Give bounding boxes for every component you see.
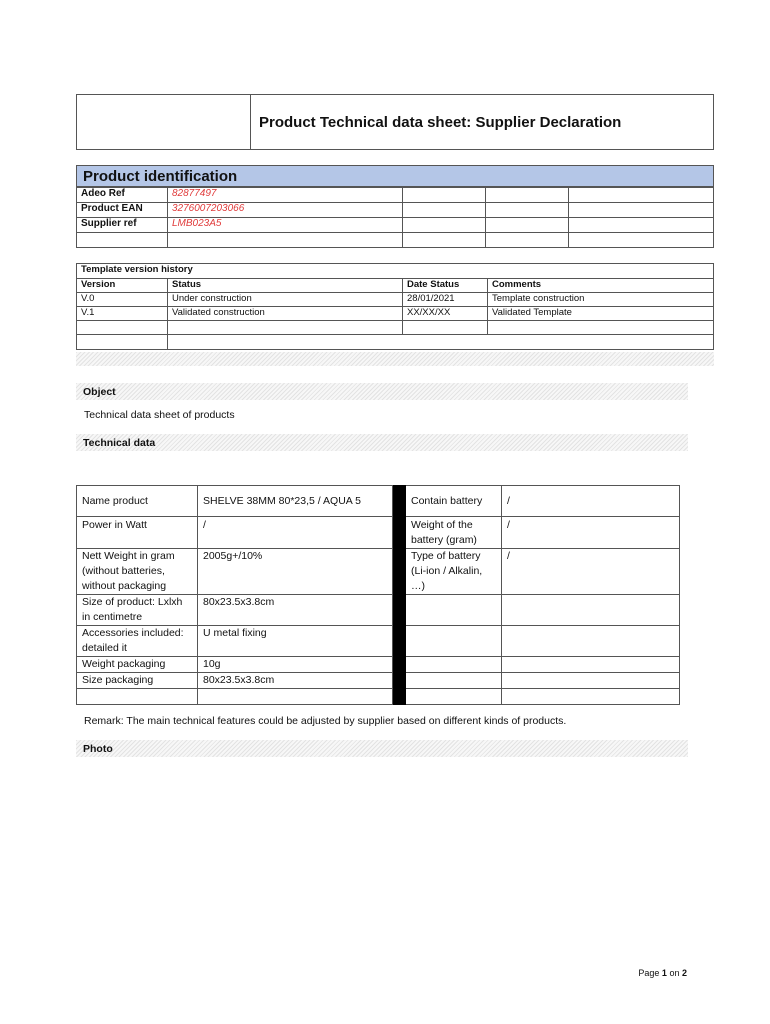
table-row (77, 335, 714, 350)
spec-label-2: Weight of the battery (gram) (406, 517, 502, 549)
page-of: on (669, 968, 680, 978)
column-header: Version (77, 279, 168, 293)
spec-value: 80x23.5x3.8cm (198, 595, 393, 626)
column-header: Date Status (403, 279, 488, 293)
spec-value: 80x23.5x3.8cm (198, 673, 393, 689)
status-cell: Validated construction (168, 307, 403, 321)
supplier-ref-value: LMB023A5 (168, 218, 403, 233)
table-row (77, 218, 714, 233)
date-cell: 28/01/2021 (403, 293, 488, 307)
table-row (77, 188, 714, 203)
table-row (77, 321, 714, 335)
document-title: Product Technical data sheet: Supplier Declaration (251, 95, 714, 150)
spec-value-2: / (502, 517, 680, 549)
comment-cell: Template construction (488, 293, 714, 307)
date-cell: XX/XX/XX (403, 307, 488, 321)
table-row (77, 549, 680, 595)
supplier-ref-label: Supplier ref (77, 218, 168, 233)
table-row (77, 657, 680, 673)
spec-label-2: Contain battery (406, 486, 502, 517)
column-header: Comments (488, 279, 714, 293)
remark-text: Remark: The main technical features could be adjusted by supplier based on different kinds of products. (84, 715, 567, 727)
version-cell: V.0 (77, 293, 168, 307)
template-version-history-table (76, 263, 714, 350)
table-header-row (77, 279, 714, 293)
page-prefix: Page (638, 968, 660, 978)
spec-value: 2005g+/10% (198, 549, 393, 595)
table-row (77, 293, 714, 307)
adeo-ref-label: Adeo Ref (77, 188, 168, 203)
table-row (77, 626, 680, 657)
technical-data-heading: Technical data (83, 437, 156, 449)
technical-data-table (76, 485, 680, 705)
photo-heading: Photo (83, 743, 113, 755)
document-header (76, 94, 714, 150)
product-identification-heading: Product identification (83, 168, 238, 185)
spec-label-2: Type of battery (Li-ion / Alkalin, …) (406, 549, 502, 595)
spec-label: Accessories included: detailed it (77, 626, 198, 657)
adeo-ref-value: 82877497 (168, 188, 403, 203)
spec-value: U metal fixing (198, 626, 393, 657)
logo-placeholder-cell (77, 95, 251, 150)
table-row (77, 689, 680, 705)
spec-label: Power in Watt (77, 517, 198, 549)
spec-label: Weight packaging (77, 657, 198, 673)
spec-label: Size of product: Lxlxh in centimetre (77, 595, 198, 626)
object-heading-band (76, 383, 688, 400)
table-row (77, 203, 714, 218)
version-cell: V.1 (77, 307, 168, 321)
spec-value: SHELVE 38MM 80*23,5 / AQUA 5 (198, 486, 393, 517)
object-heading: Object (83, 386, 116, 398)
spec-value-2: / (502, 486, 680, 517)
product-ean-label: Product EAN (77, 203, 168, 218)
spec-value: 10g (198, 657, 393, 673)
object-text: Technical data sheet of products (84, 409, 235, 421)
page-current: 1 (661, 968, 667, 978)
spec-value-2: / (502, 549, 680, 595)
table-row (77, 233, 714, 248)
column-header: Status (168, 279, 403, 293)
product-identification-table (76, 187, 714, 248)
product-ean-value: 3276007203066 (168, 203, 403, 218)
page-number (638, 968, 687, 978)
spec-label: Nett Weight in gram (without batteries, without packaging (77, 549, 198, 595)
status-cell: Under construction (168, 293, 403, 307)
product-identification-heading-band (76, 165, 714, 187)
spec-value: / (198, 517, 393, 549)
spec-label: Name product (77, 486, 198, 517)
table-row (77, 517, 680, 549)
page-total: 2 (681, 968, 687, 978)
table-row (77, 595, 680, 626)
column-divider (393, 486, 406, 517)
template-history-caption: Template version history (77, 264, 714, 279)
spec-label: Size packaging (77, 673, 198, 689)
table-row (77, 486, 680, 517)
separator-band (76, 352, 714, 366)
table-row (77, 673, 680, 689)
technical-data-heading-band (76, 434, 688, 451)
comment-cell: Validated Template (488, 307, 714, 321)
photo-heading-band (76, 740, 688, 757)
table-row (77, 307, 714, 321)
